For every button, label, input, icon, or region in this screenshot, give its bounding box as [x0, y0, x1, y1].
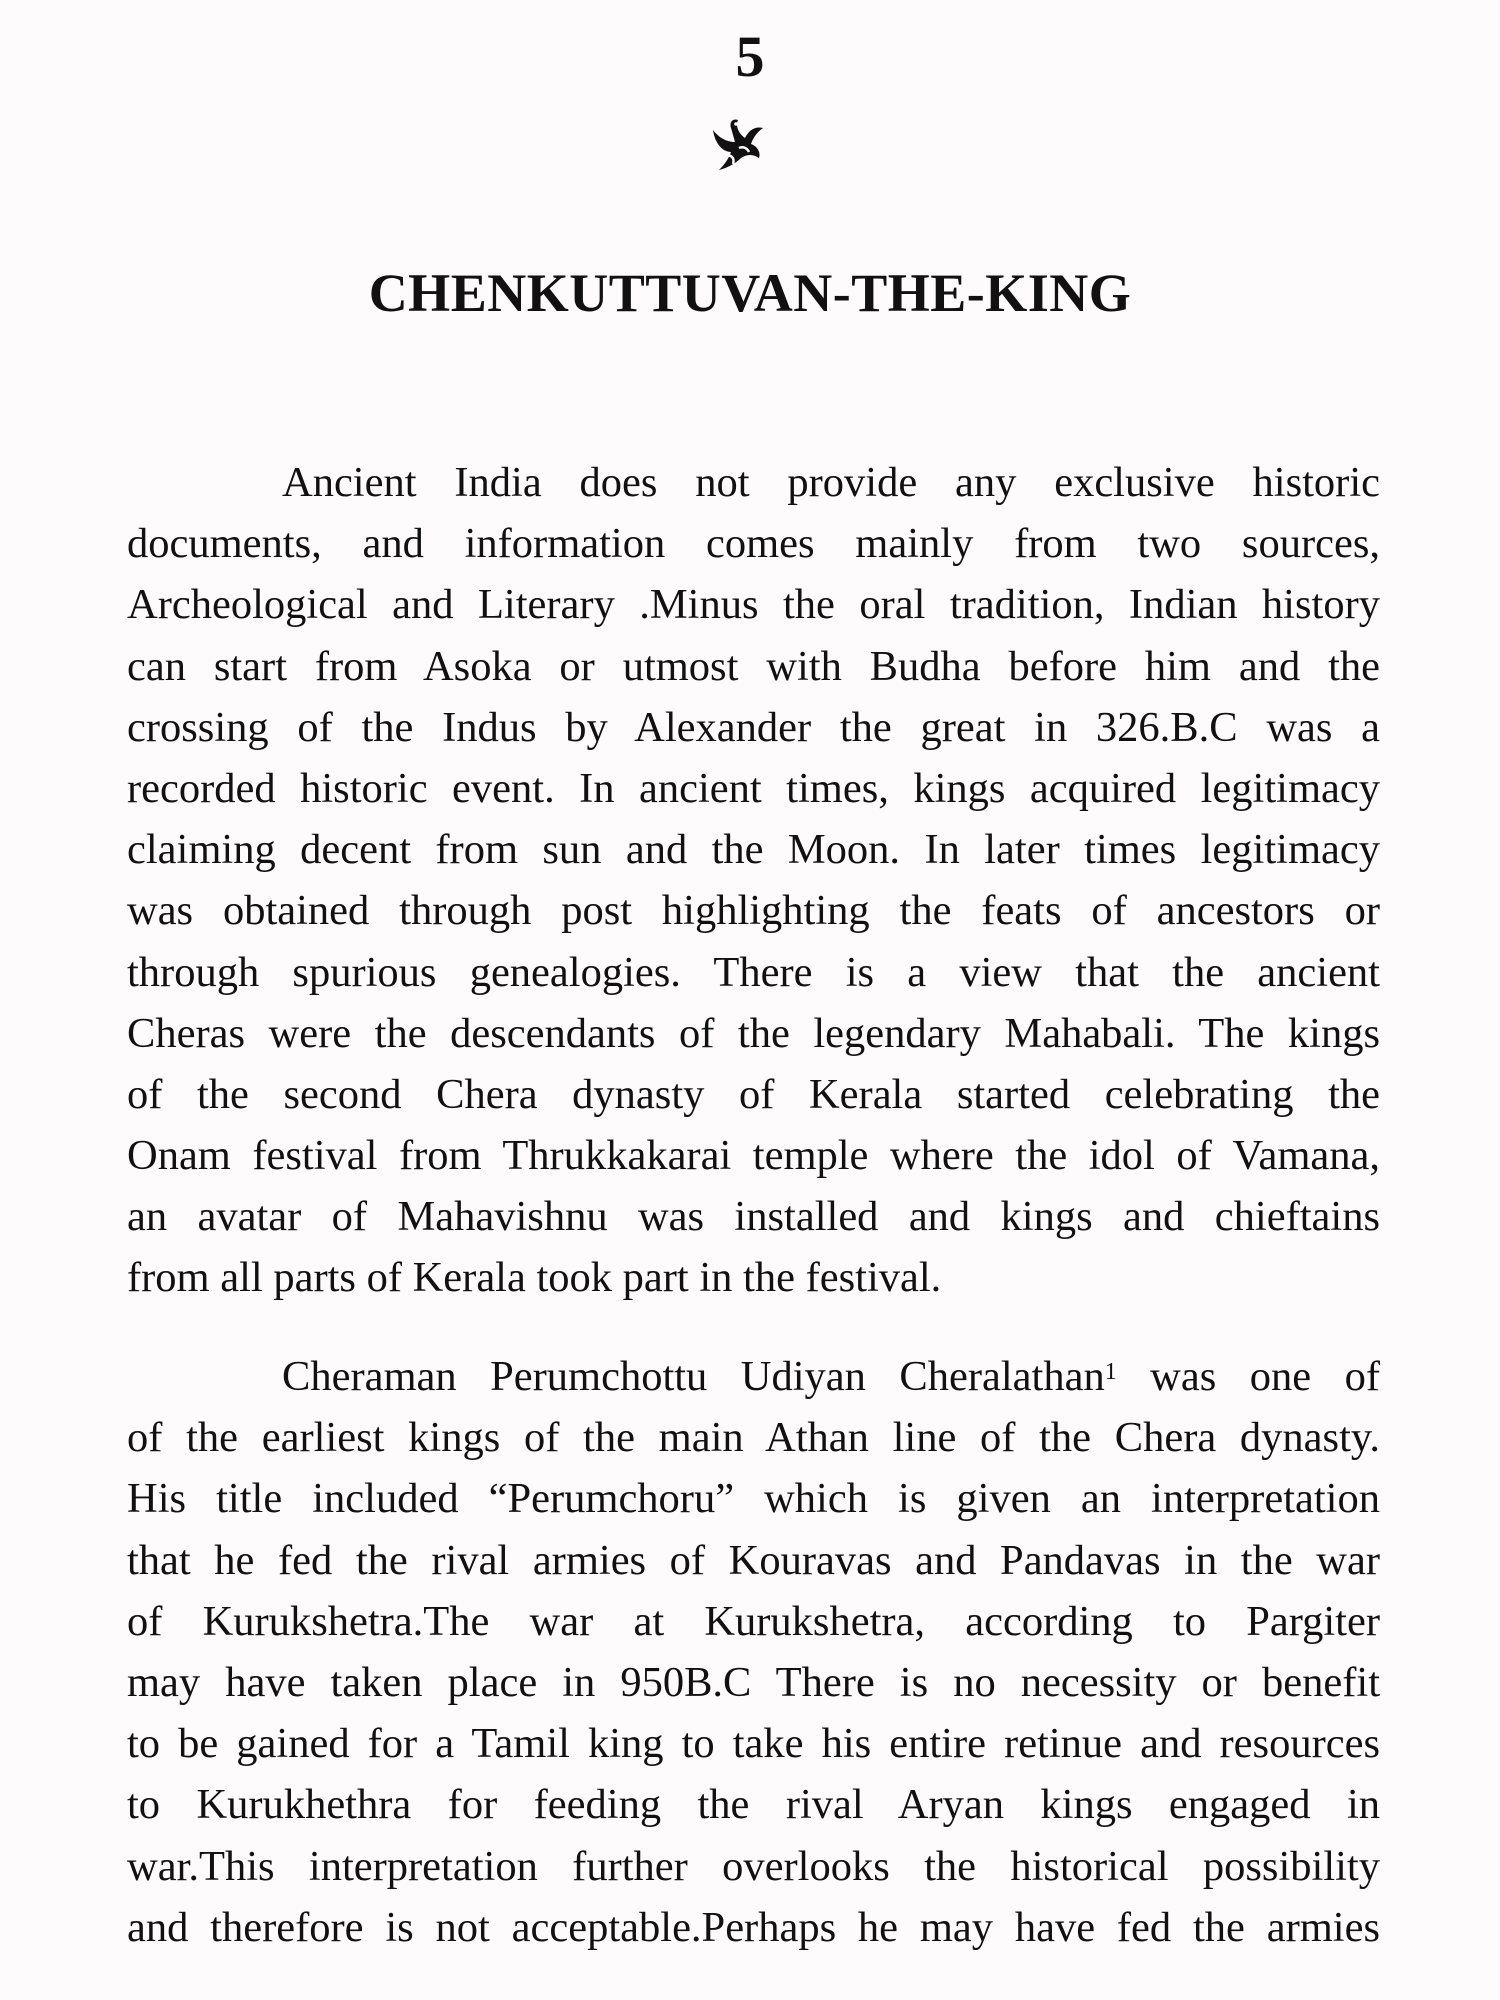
text-line: from all parts of Kerala took part in the festival. — [127, 1254, 942, 1302]
paragraph-2 — [127, 1346, 1380, 1958]
text-line: that he fed the rival armies of Kouravas and Pandavas in the war — [127, 1536, 1380, 1584]
text-line: war.This interpretation further overlooks the historical possibility — [127, 1842, 1380, 1890]
text-line: crossing of the Indus by Alexander the great in 326.B.C was a — [127, 703, 1380, 751]
text-line: Archeological and Literary .Minus the oral tradition, Indian history — [127, 581, 1380, 629]
text-line: Onam festival from Thrukkakarai temple where the idol of Vamana, — [127, 1132, 1380, 1180]
text-line: Cheras were the descendants of the legendary Mahabali. The kings — [127, 1009, 1380, 1057]
text-line-first — [127, 1346, 1380, 1407]
footnote-reference[interactable]: 1 — [1104, 1359, 1117, 1385]
text-line: of the second Chera dynasty of Kerala started celebrating the — [127, 1070, 1380, 1118]
text-line: may have taken place in 950B.C There is no necessity or benefit — [127, 1658, 1380, 1706]
text-line: to Kurukhethra for feeding the rival Aryan kings engaged in — [127, 1781, 1380, 1829]
text-line: through spurious genealogies. There is a view that the ancient — [127, 948, 1380, 996]
text-line: of Kurukshetra.The war at Kurukshetra, according to Pargiter — [127, 1597, 1380, 1645]
text-line: His title included “Perumchoru” which is given an interpretation — [127, 1475, 1380, 1523]
text-line: was obtained through post highlighting the feats of ancestors or — [127, 887, 1380, 935]
chapter-number: 5 — [735, 24, 765, 89]
text-line: recorded historic event. In ancient times, kings acquired legitimacy — [127, 764, 1380, 812]
chapter-title: CHENKUTTUVAN-THE-KING — [368, 263, 1132, 323]
text-line: of the earliest kings of the main Athan line of the Chera dynasty. — [127, 1414, 1380, 1462]
text-line: documents, and information comes mainly from two sources, — [127, 520, 1380, 568]
text-line: Ancient India does not provide any exclusive historic — [282, 459, 1380, 506]
text-segment: was one of — [1116, 1353, 1380, 1400]
text-line: can start from Asoka or utmost with Budha before him and the — [127, 642, 1380, 690]
text-line: an avatar of Mahavishnu was installed and kings and chieftains — [127, 1193, 1380, 1241]
text-line: to be gained for a Tamil king to take his entire retinue and resources — [127, 1720, 1380, 1768]
dove-icon — [705, 108, 775, 178]
text-line: and therefore is not acceptable.Perhaps he may have fed the armies — [127, 1903, 1380, 1951]
paragraph-1 — [127, 452, 1380, 1309]
text-line: claiming decent from sun and the Moon. In later times legitimacy — [127, 826, 1380, 874]
text-segment: Cheraman Perumchottu Udiyan Cheralathan — [282, 1353, 1105, 1400]
